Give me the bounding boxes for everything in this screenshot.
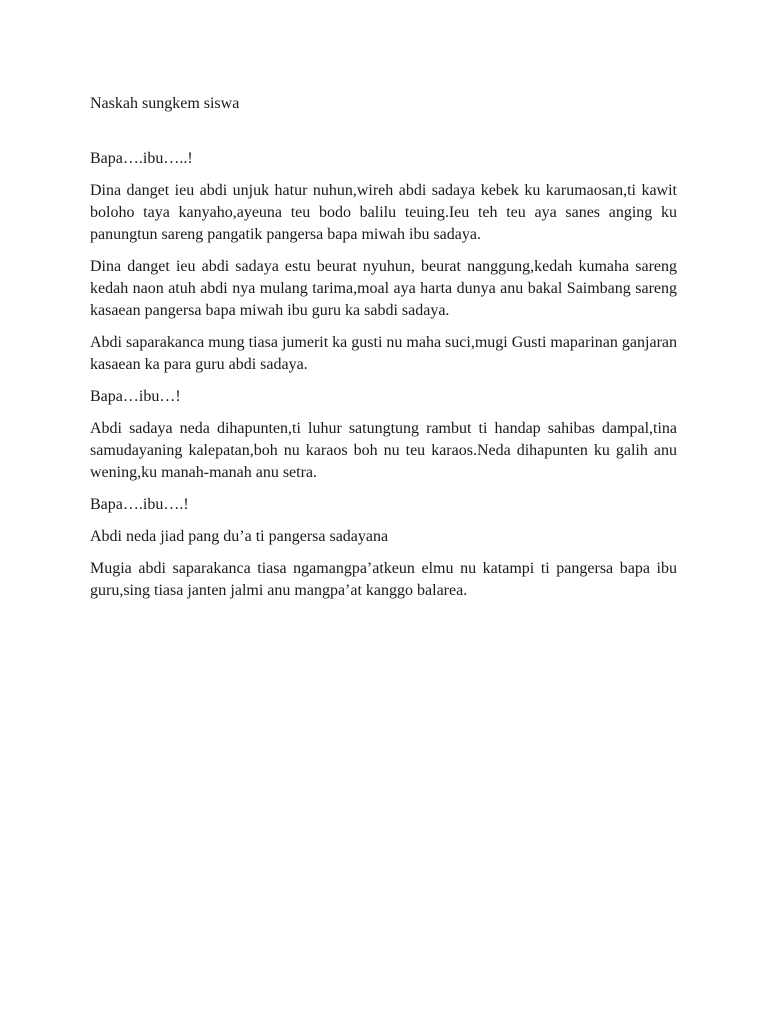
paragraph-greeting-2: Bapa…ibu…! <box>90 388 181 405</box>
paragraph-hope: Mugia abdi saparakanca tiasa ngamangpa’atkeun elmu nu katampi ti pangersa bapa ibu guru,sing tiasa janten jalmi anu mangpa’at kanggo balarea. <box>90 560 677 599</box>
paragraph-greeting-1: Bapa….ibu…..! <box>90 150 193 167</box>
paragraph-prayer: Abdi saparakanca mung tiasa jumerit ka gusti nu maha suci,mugi Gusti maparinan ganjaran kasaean ka para guru abdi sadaya. <box>90 334 677 373</box>
paragraph-gratitude: Dina danget ieu abdi sadaya estu beurat nyuhun, beurat nanggung,kedah kumaha sareng kedah naon atuh abdi nya mulang tarima,moal aya harta dunya anu bakal Saimbang sareng kasaean pangersa bapa miwah ibu guru ka sabdi sadaya. <box>90 258 677 319</box>
paragraph-thanks: Dina danget ieu abdi unjuk hatur nuhun,wireh abdi sadaya kebek ku karumaosan,ti kawit boloho taya kanyaho,ayeuna teu bodo balilu teuing.Ieu teh teu aya sanes anging ku panungtun sareng pangatik pangersa bapa miwah ibu sadaya. <box>90 182 677 243</box>
paragraph-greeting-3: Bapa….ibu….! <box>90 496 189 513</box>
document-page <box>90 93 677 612</box>
paragraph-apology: Abdi sadaya neda dihapunten,ti luhur satungtung rambut ti handap sahibas dampal,tina samudayaning kalepatan,boh nu karaos boh nu teu karaos.Neda dihapunten ku galih anu wening,ku manah-manah anu setra. <box>90 420 677 481</box>
paragraph-request: Abdi neda jiad pang du’a ti pangersa sadayana <box>90 528 389 545</box>
document-title: Naskah sungkem siswa <box>90 95 240 112</box>
